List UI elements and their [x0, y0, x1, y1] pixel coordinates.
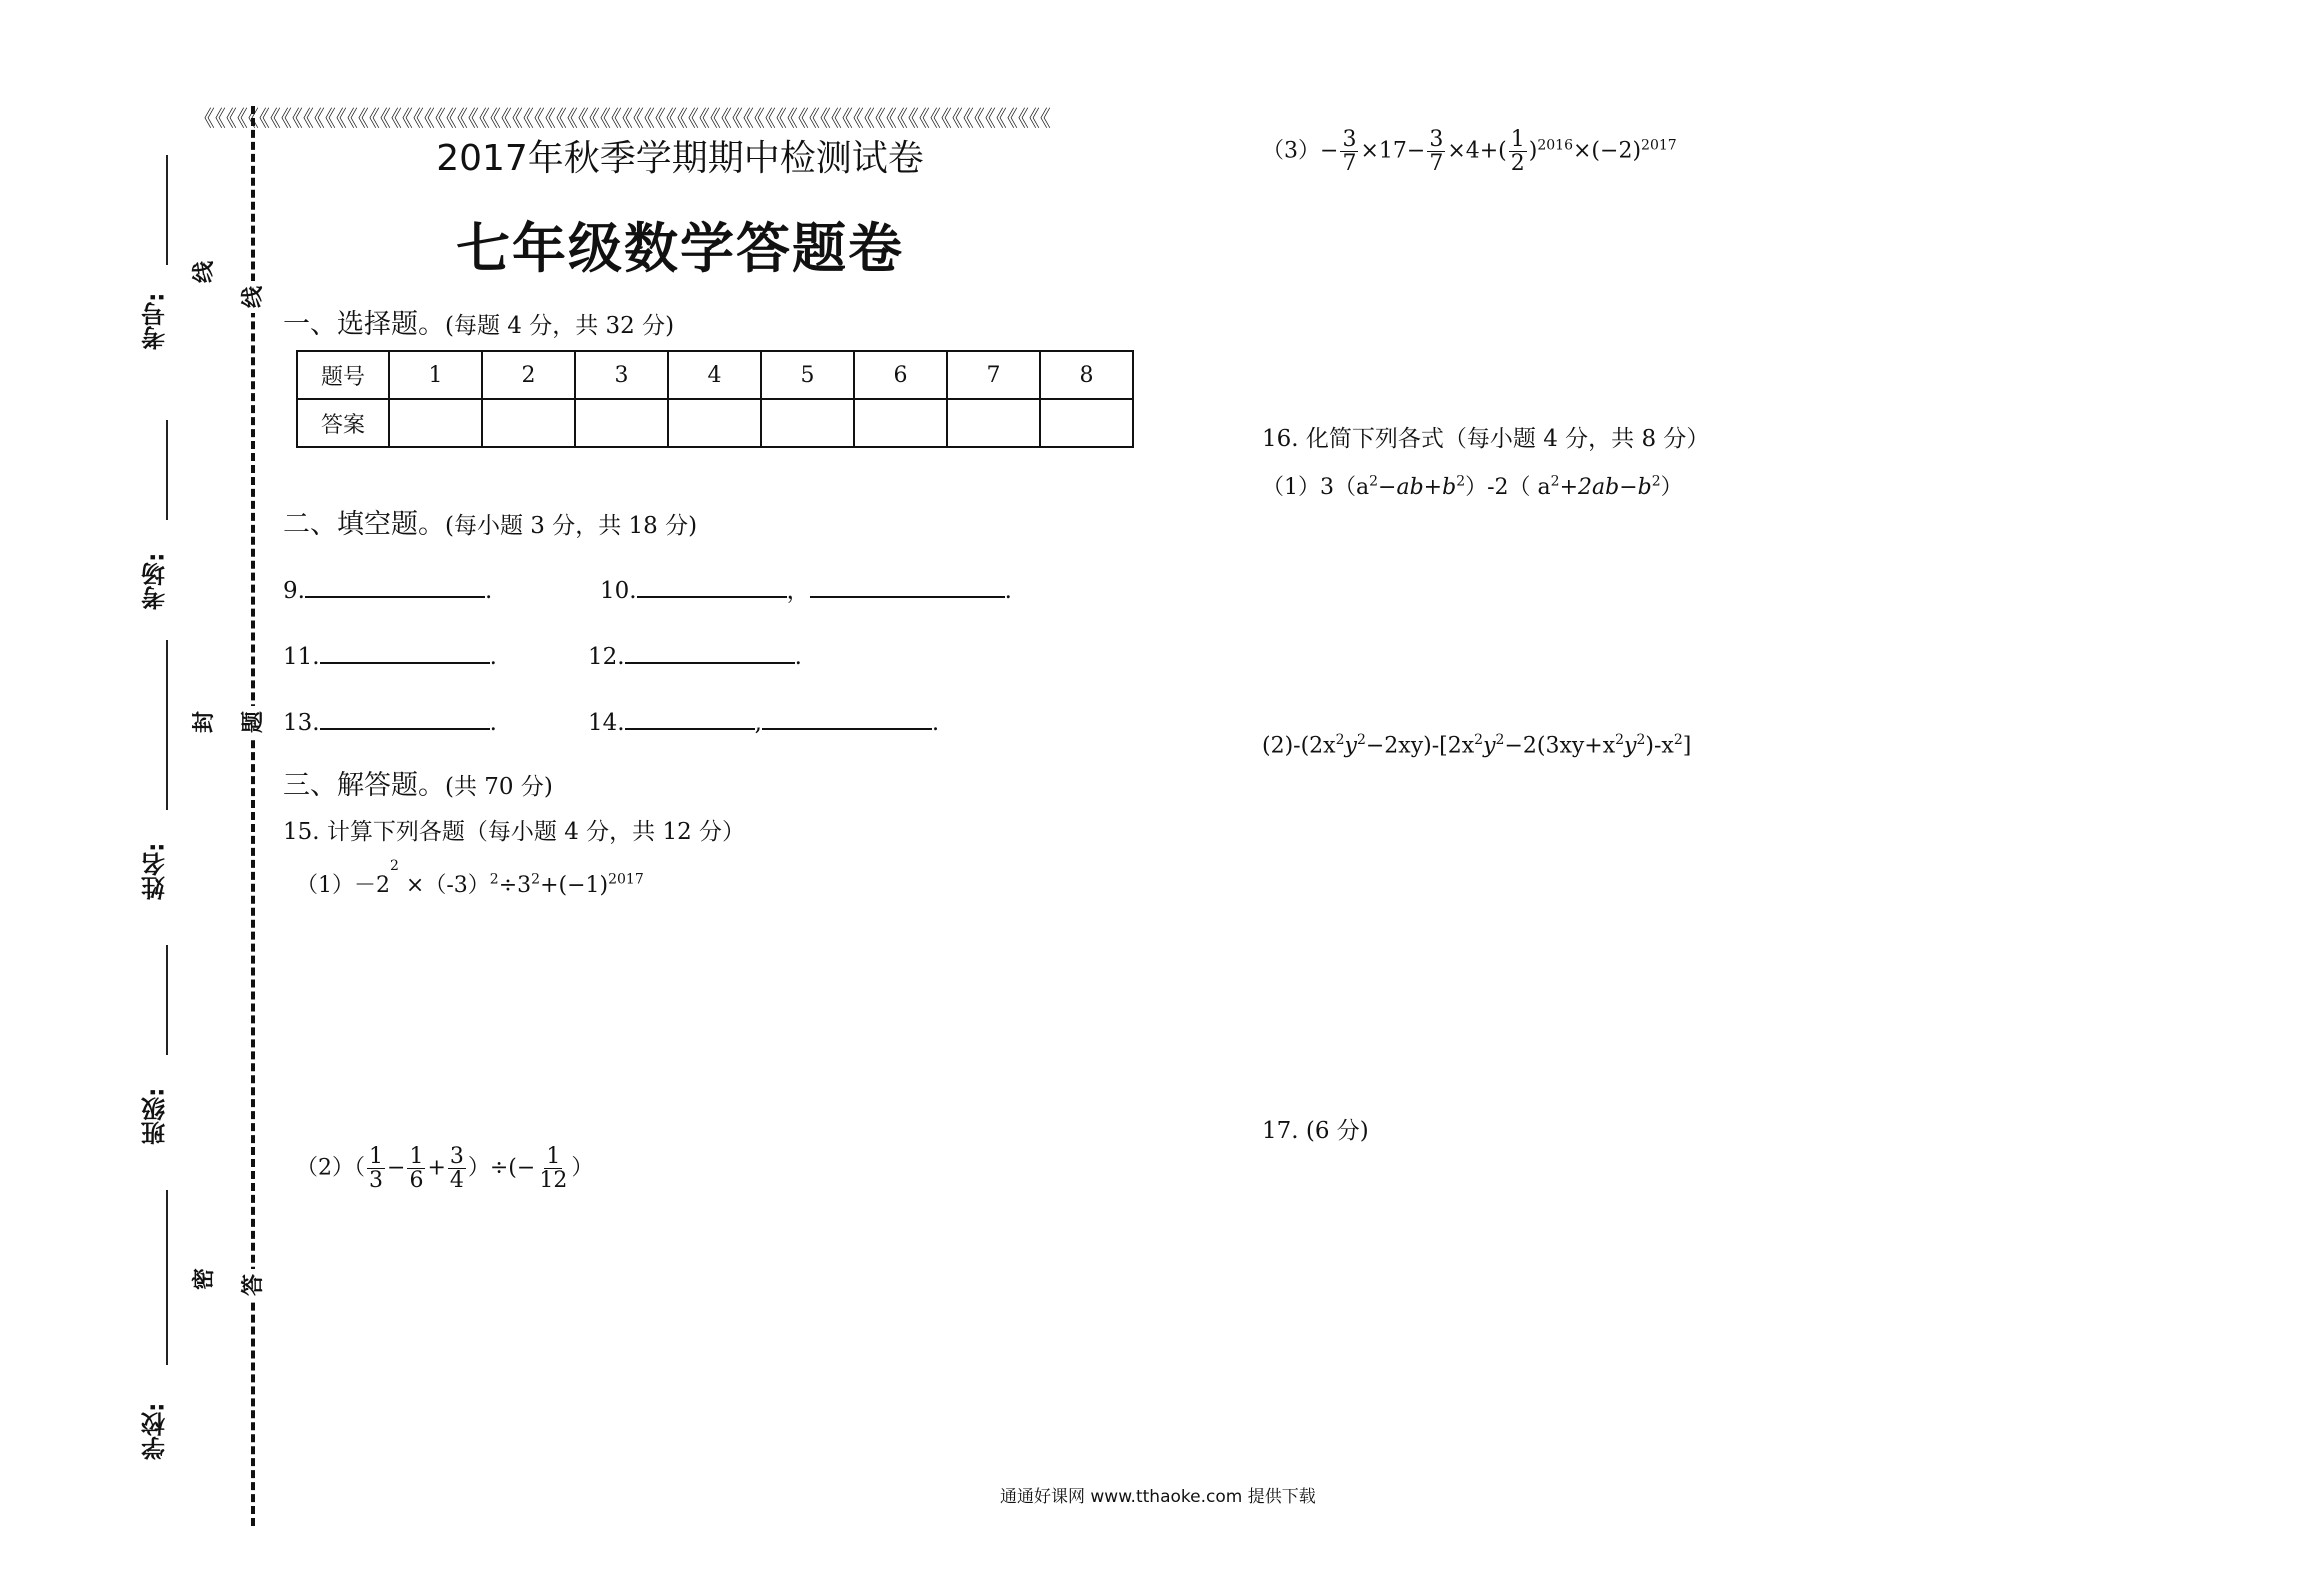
numerator: 1 — [409, 1144, 424, 1169]
item-number: 11. — [283, 644, 320, 670]
fraction — [1509, 128, 1527, 175]
question-16-title: 16. 化简下列各式（每小题 4 分，共 8 分） — [1262, 426, 1710, 452]
row-label-number: 题号 — [297, 351, 389, 399]
fill-item-13 — [283, 704, 497, 736]
exam-title: 2017年秋季学期期中检测试卷 — [436, 138, 924, 179]
math-text: ）÷(− — [467, 1155, 536, 1181]
fill-item-11 — [283, 638, 497, 670]
math-text: ） — [571, 1155, 594, 1181]
math-text: − — [387, 1155, 406, 1181]
math-text: +(−1) — [540, 873, 609, 898]
math-text: （2）（ — [296, 1155, 365, 1181]
answer-blank[interactable] — [320, 704, 490, 730]
answer-blank[interactable] — [305, 572, 485, 598]
table-row — [297, 351, 1133, 399]
seal-mark-seal: 封 — [188, 705, 222, 739]
item-number: 12. — [588, 644, 625, 670]
math-text: （3）− — [1262, 138, 1339, 164]
name-line — [166, 640, 168, 810]
question-number-cell: 8 — [1040, 351, 1133, 399]
comma: ， — [786, 578, 810, 604]
answer-blank[interactable] — [810, 572, 1005, 598]
exponent: 2 — [1369, 473, 1379, 490]
item-number: 9. — [283, 578, 305, 604]
math-text: )-x — [1645, 733, 1674, 759]
fraction — [407, 1145, 425, 1192]
fraction — [367, 1145, 385, 1192]
exponent: 2 — [489, 871, 499, 888]
math-text: −2xy)-[2x — [1365, 733, 1475, 759]
numerator: 3 — [1342, 127, 1357, 152]
item-number: 13. — [283, 710, 320, 736]
denominator: 7 — [1429, 151, 1444, 177]
seal-chevron-column: 《《《《《《《《《《《《《《《《《《《《《《《《《《《《《《《《《《《《《《《《《《《《《《《《《《《《《《《《《《《《《《《《《《《《《《《《《《《《《 — [193, 107, 1052, 132]
fill-item-9 — [283, 572, 492, 604]
answer-cell[interactable] — [482, 399, 575, 447]
exam-number-line — [166, 155, 168, 265]
comma: , — [754, 710, 762, 736]
section-1-note: (每题 4 分，共 32 分) — [445, 313, 675, 339]
answer-cell[interactable] — [947, 399, 1040, 447]
question-number-cell: 6 — [854, 351, 947, 399]
class-label — [135, 1065, 175, 1145]
numerator: 3 — [449, 1144, 464, 1169]
class-line — [166, 945, 168, 1055]
period: . — [1004, 578, 1012, 604]
math-text: ] — [1682, 733, 1692, 759]
answer-cell[interactable] — [575, 399, 668, 447]
question-number-cell: 1 — [389, 351, 482, 399]
period: . — [489, 644, 497, 670]
denominator: 7 — [1342, 151, 1357, 177]
answer-cell[interactable] — [761, 399, 854, 447]
exponent: 2 — [1636, 732, 1646, 748]
answer-blank[interactable] — [320, 638, 490, 664]
row-label-answer: 答案 — [297, 399, 389, 447]
section-2-note: (每小题 3 分，共 18 分) — [445, 513, 698, 539]
choice-answer-table — [296, 350, 1134, 448]
math-text: ÷3 — [498, 873, 532, 898]
exam-room-label — [135, 530, 175, 610]
denominator: 3 — [369, 1168, 383, 1194]
dashed-mark-answer: 答 — [237, 1269, 271, 1301]
question-number-cell: 5 — [761, 351, 854, 399]
math-text: （1）3（a — [1262, 475, 1370, 500]
denominator: 6 — [409, 1168, 424, 1194]
math-text: +2ab−b — [1559, 475, 1652, 500]
table-row — [297, 399, 1133, 447]
exponent: 2 — [1456, 473, 1466, 490]
school-text: 学校: — [141, 1402, 170, 1460]
answer-blank[interactable] — [625, 704, 755, 730]
exponent: 2 — [531, 871, 541, 888]
answer-cell[interactable] — [1040, 399, 1133, 447]
q15-part-3 — [1262, 128, 1677, 175]
numerator: 3 — [1429, 127, 1444, 152]
math-text: ×17− — [1360, 138, 1426, 164]
exam-room-line — [166, 420, 168, 520]
footer-source: 通通好课网 www.tthaoke.com 提供下载 — [1000, 1487, 1316, 1507]
denominator: 4 — [449, 1168, 464, 1194]
period: . — [489, 710, 497, 736]
math-text: （1）－2 — [296, 873, 390, 898]
q15-part-2 — [296, 1145, 593, 1192]
seal-mark-secret: 密 — [188, 1262, 222, 1296]
fraction — [1427, 128, 1445, 175]
answer-blank[interactable] — [762, 704, 932, 730]
fraction — [1340, 128, 1358, 175]
fraction — [537, 1145, 569, 1192]
exam-number-label — [135, 270, 175, 350]
math-text: ）-2（ a — [1465, 475, 1551, 500]
question-number-cell: 2 — [482, 351, 575, 399]
exponent: 2 — [1550, 473, 1560, 490]
seal-mark-line: 线 — [188, 255, 222, 289]
denominator: 2 — [1510, 151, 1525, 177]
exponent: 2 — [1673, 732, 1683, 748]
math-text: −2(3xy+x — [1504, 733, 1616, 759]
question-number-cell: 3 — [575, 351, 668, 399]
question-number-cell: 7 — [947, 351, 1040, 399]
math-text: y — [1624, 733, 1637, 759]
fill-item-14 — [588, 704, 939, 736]
exponent: 2 — [1474, 732, 1484, 748]
numerator: 1 — [369, 1144, 383, 1169]
name-label — [135, 820, 175, 900]
denominator: 12 — [539, 1168, 568, 1194]
math-text: ） — [1660, 475, 1683, 500]
period: . — [794, 644, 802, 670]
class-text: 班级: — [141, 1087, 170, 1145]
exponent: 2017 — [608, 871, 644, 888]
math-text: ) — [1528, 138, 1538, 164]
section-1-title: 一、选择题。 — [283, 309, 445, 340]
school-label — [135, 1380, 175, 1460]
answer-blank[interactable] — [637, 572, 787, 598]
item-number: 10. — [600, 578, 637, 604]
exponent: 2 — [1356, 732, 1366, 748]
math-text: ×4+( — [1447, 138, 1507, 164]
exponent: 2 — [1335, 732, 1345, 748]
q16-part-1 — [1262, 470, 1683, 501]
section-1-heading — [283, 302, 674, 341]
name-text: 姓名: — [141, 842, 170, 900]
exam-number-text: 考号: — [141, 292, 170, 350]
numerator: 1 — [1510, 127, 1525, 152]
exponent: 2 — [1615, 732, 1625, 748]
section-3-heading — [283, 763, 553, 802]
item-number: 14. — [588, 710, 625, 736]
fill-item-10 — [600, 572, 1012, 605]
q15-part-1 — [296, 857, 644, 899]
exam-room-text: 考场: — [141, 552, 170, 610]
period: . — [931, 710, 940, 736]
math-text: −ab+b — [1378, 475, 1457, 500]
answer-cell[interactable] — [389, 399, 482, 447]
math-text: + — [427, 1155, 446, 1181]
answer-blank[interactable] — [625, 638, 795, 664]
math-text: ×（-3） — [405, 873, 490, 898]
section-3-note: (共 70 分) — [445, 774, 553, 800]
answer-cell[interactable] — [854, 399, 947, 447]
exponent: 2017 — [1641, 137, 1677, 154]
section-2-heading — [283, 502, 697, 541]
question-17-title: 17. (6 分) — [1262, 1118, 1369, 1144]
period: . — [484, 578, 493, 604]
fraction — [448, 1145, 466, 1192]
question-15-title: 15. 计算下列各题（每小题 4 分，共 12 分） — [283, 819, 746, 845]
math-text: y — [1483, 733, 1496, 759]
numerator: 1 — [546, 1144, 561, 1169]
cut-dashed-line — [251, 106, 255, 1526]
section-2-title: 二、填空题。 — [283, 509, 445, 540]
exponent: 2016 — [1537, 137, 1573, 154]
math-text: y — [1344, 733, 1357, 759]
dashed-mark-question: 题 — [237, 706, 271, 738]
q16-part-2 — [1262, 732, 1691, 758]
section-3-title: 三、解答题。 — [283, 770, 445, 801]
question-number-cell: 4 — [668, 351, 761, 399]
school-line — [166, 1190, 168, 1365]
math-text: ×(−2) — [1573, 138, 1642, 164]
answer-sheet-title: 七年级数学答题卷 — [456, 217, 904, 280]
answer-cell[interactable] — [668, 399, 761, 447]
exponent: 2 — [390, 857, 399, 874]
fill-item-12 — [588, 638, 802, 670]
dashed-mark-line: 线 — [237, 281, 271, 313]
exponent: 2 — [1651, 473, 1661, 490]
exponent: 2 — [1495, 732, 1505, 748]
math-text: (2)-(2x — [1262, 733, 1336, 759]
